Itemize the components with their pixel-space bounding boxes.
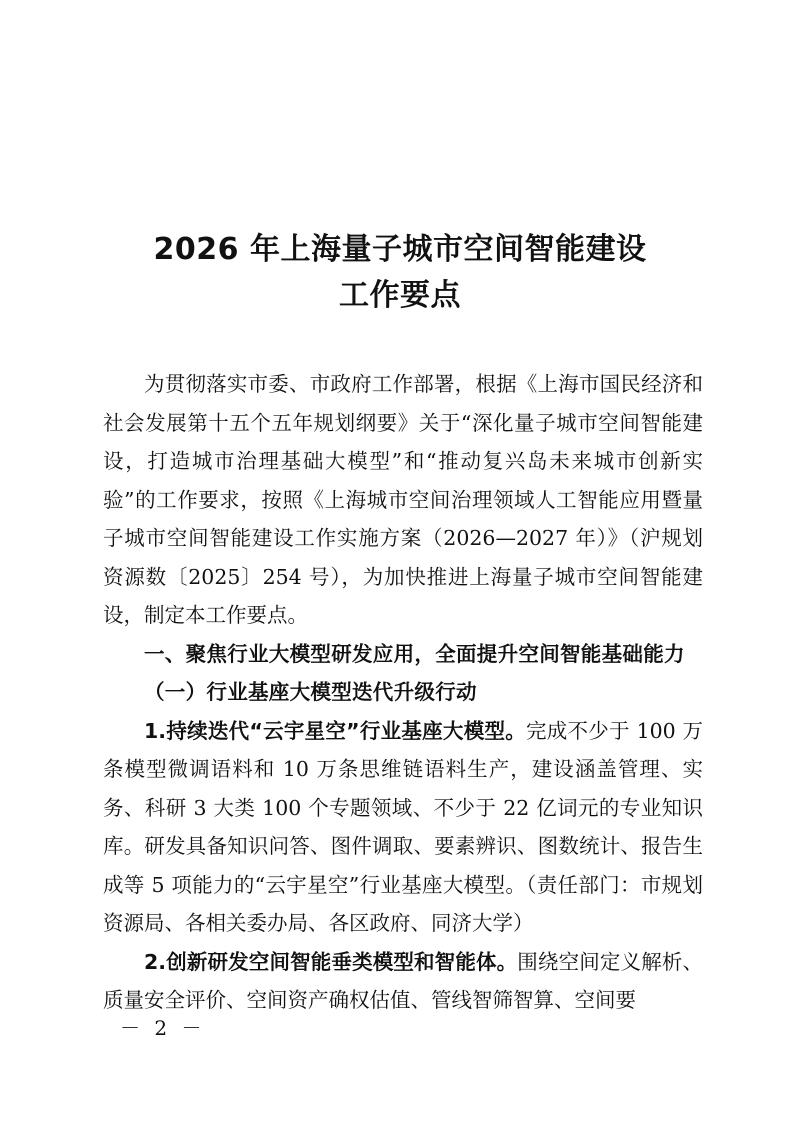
subsection-heading: （一）行业基座大模型迭代升级行动 bbox=[144, 680, 477, 704]
section-heading: 一、聚焦行业大模型研发应用，全面提升空间智能基础能力 bbox=[144, 641, 685, 666]
item-1-text: 完成不少于 100 万条模型微调语料和 10 万条思维链语料生产，建设涵盖管理、实务、科研 3 大类 100 个专题领域、不少于 22 亿词元的专业知识库。研发具备知识问答、图件调取、要素辨识、图数统计、报告生成等 5 项能力的“云宇星空”行业基座大模型。（责任部门：市规划资源局、各相关委办局、各区政府、同济大学） bbox=[103, 718, 703, 935]
item-paragraph-2 bbox=[103, 943, 703, 1020]
item-paragraph-1 bbox=[103, 712, 703, 943]
document-title-line1: 2026 年上海量子城市空间智能建设 bbox=[153, 232, 647, 267]
document-body bbox=[103, 365, 703, 1020]
item-1-lead: 1.持续迭代“云宇星空”行业基座大模型。 bbox=[144, 718, 526, 743]
intro-paragraph: 为贯彻落实市委、市政府工作部署，根据《上海市国民经济和社会发展第十五个五年规划纲要》关于“深化量子城市空间智能建设，打造城市治理基础大模型”和“推动复兴岛未来城市创新实验”的工作要求，按照《上海城市空间治理领域人工智能应用暨量子城市空间智能建设工作实施方案（2026—2027 年）》（沪规划资源数〔2025〕254 号），为加快推进上海量子城市空间智能建设，制定本工作要点。 bbox=[103, 372, 703, 627]
item-2-text: 围绕空间定义解析、质量安全评价、空间资产确权估值、管线智筛智算、空间要 bbox=[103, 949, 703, 1012]
item-2-lead: 2.创新研发空间智能垂类模型和智能体。 bbox=[144, 949, 518, 974]
document-title-line2: 工作要点 bbox=[339, 278, 461, 313]
page-number: － 2 － bbox=[120, 1016, 206, 1040]
